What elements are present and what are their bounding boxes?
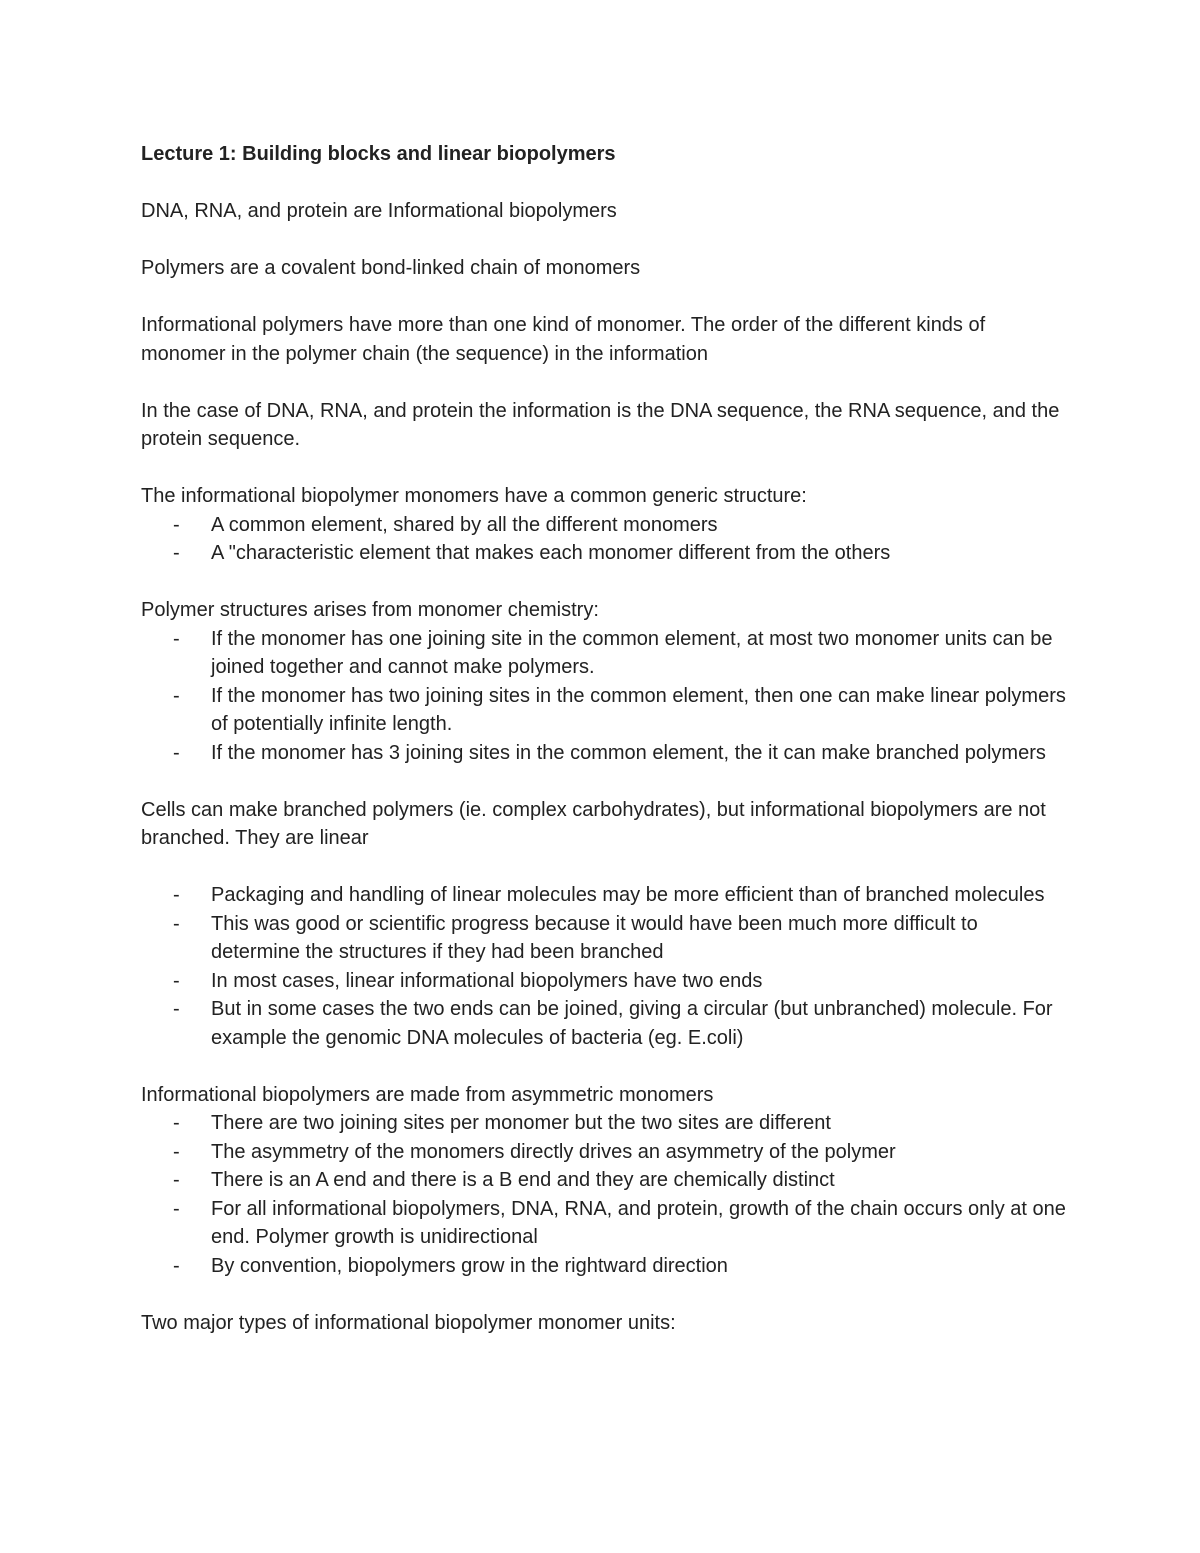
document-page <box>141 140 1066 1366</box>
list-item <box>141 1166 1066 1195</box>
list-item <box>141 1138 1066 1167</box>
paragraph: Two major types of informational biopolymer monomer units: <box>141 1311 676 1334</box>
list-item <box>141 995 1066 1052</box>
list-item <box>141 682 1066 739</box>
paragraph: Polymers are a covalent bond-linked chain of monomers <box>141 257 641 279</box>
section-intro: Polymer structures arises from monomer chemistry: <box>141 599 599 621</box>
dash-bullet: - <box>173 998 180 1020</box>
list-item <box>141 1252 1066 1281</box>
list-item <box>141 1109 1066 1138</box>
list-item-text: There is an A end and there is a B end and they are chemically distinct <box>211 1169 835 1191</box>
bullet-list <box>141 881 1066 1052</box>
list-item-text: If the monomer has two joining sites in the common element, then one can make linear polymers of potentially infinite length. <box>211 684 1066 735</box>
dash-bullet: - <box>173 912 180 935</box>
list-item <box>141 910 1066 967</box>
list-item-text: There are two joining sites per monomer but the two sites are different <box>211 1112 831 1134</box>
dash-bullet: - <box>173 542 180 564</box>
list-item <box>141 511 1066 540</box>
paragraph: Informational polymers have more than one kind of monomer. The order of the different kinds of monomer in the polymer chain (the sequence) in the information <box>141 314 986 365</box>
list-item <box>141 625 1066 682</box>
list-item-text: Packaging and handling of linear molecules may be more efficient than of branched molecules <box>211 884 1045 906</box>
list-item-text: By convention, biopolymers grow in the rightward direction <box>211 1254 728 1277</box>
list-item-text: A "characteristic element that makes each monomer different from the others <box>211 542 891 564</box>
dash-bullet: - <box>173 1112 180 1134</box>
bullet-list <box>141 511 1066 568</box>
dash-bullet: - <box>173 1254 180 1277</box>
list-item <box>141 739 1066 768</box>
list-item <box>141 881 1066 910</box>
section-intro: Cells can make branched polymers (ie. complex carbohydrates), but informational biopolymers are not branched. They are linear <box>141 798 1046 849</box>
list-item-text: The asymmetry of the monomers directly drives an asymmetry of the polymer <box>211 1140 896 1163</box>
list-item-text: In most cases, linear informational biopolymers have two ends <box>211 969 763 992</box>
list-item-text: If the monomer has 3 joining sites in the common element, the it can make branched polymers <box>211 741 1046 764</box>
dash-bullet: - <box>173 884 180 906</box>
list-item-text: But in some cases the two ends can be joined, giving a circular (but unbranched) molecule. For example the genomic DNA molecules of bacteria (eg. E.coli) <box>211 998 1053 1049</box>
list-item-text: A common element, shared by all the different monomers <box>211 513 718 536</box>
list-item-text: For all informational biopolymers, DNA, RNA, and protein, growth of the chain occurs only at one end. Polymer growth is unidirectional <box>211 1197 1066 1248</box>
dash-bullet: - <box>173 627 180 650</box>
dash-bullet: - <box>173 969 180 992</box>
list-item <box>141 1195 1066 1252</box>
bullet-list <box>141 1109 1066 1280</box>
dash-bullet: - <box>173 684 180 707</box>
dash-bullet: - <box>173 1197 180 1220</box>
dash-bullet: - <box>173 513 180 536</box>
bullet-list <box>141 625 1066 768</box>
paragraph: DNA, RNA, and protein are Informational biopolymers <box>141 200 617 222</box>
list-item <box>141 539 1066 568</box>
section-intro: The informational biopolymer monomers have a common generic structure: <box>141 485 807 507</box>
list-item-text: If the monomer has one joining site in the common element, at most two monomer units can be joined together and cannot make polymers. <box>211 627 1053 678</box>
list-item-text: This was good or scientific progress because it would have been much more difficult to determine the structures if they had been branched <box>211 912 978 963</box>
section-intro: Informational biopolymers are made from asymmetric monomers <box>141 1083 714 1106</box>
paragraph: In the case of DNA, RNA, and protein the information is the DNA sequence, the RNA sequence, and the protein sequence. <box>141 399 1060 450</box>
list-item <box>141 967 1066 996</box>
dash-bullet: - <box>173 1169 180 1191</box>
dash-bullet: - <box>173 741 180 764</box>
dash-bullet: - <box>173 1140 180 1163</box>
document-title: Lecture 1: Building blocks and linear biopolymers <box>141 143 616 165</box>
